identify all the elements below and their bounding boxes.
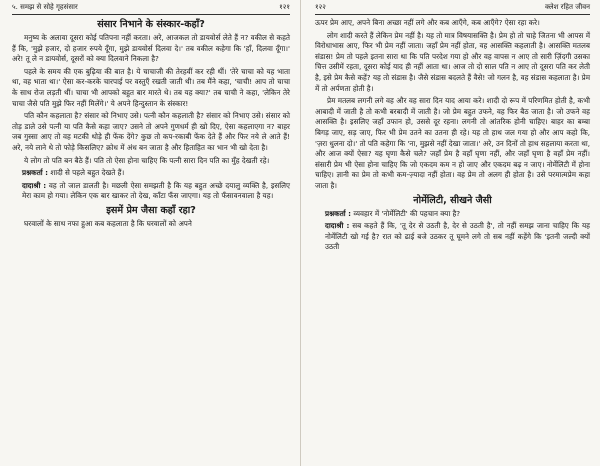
left-question (22, 168, 290, 179)
right-page (300, 0, 600, 466)
left-chapter-title: ५. समझ से सोहे गृहसंसार (12, 3, 78, 11)
right-answer (325, 221, 590, 253)
questioner-label: प्रश्नकर्ता : (325, 208, 352, 218)
left-paragraph-4: ये लोग तो पति बन बैठे हैं। पति तो ऐसा होना चाहिए कि पत्नी सारा दिन पति का मुँह देखती रहे। (24, 155, 270, 165)
dadashri-label: दादाश्री : (22, 180, 47, 190)
answer-text: सब कहते हैं कि, 'तू देर से उठती है, देर से उठती है', तो नहीं समझ जाना चाहिए कि यह नोर्मेलिटी खो गई है? रात को ढाई बजे उठकर तू घूमने लगे तो सब नहीं कहेंगे कि 'इतनी जल्दी क्यों उठती (325, 221, 590, 252)
right-paragraph-3: प्रेम मतलब लगनी लगे वह और वह सारा दिन याद आया करे। शादी दो रूप में परिणमित होती है, कभी आबादी में जाती है तो कभी बरबादी में जाती है। जो प्रेम बहुत उफने, वह फिर बैठ जाता है। जो उफने वह आसक्ति है। इसलिए जहाँ उफान हो, उससे दूर रहना। लगनी तो आंतरिक होनी चाहिए। बाहर का बम्बा बिगड़ जाए, सड़ जाए, फिर भी प्रेम उतने का उतना ही रहे। यह तो हाथ जल गया हो और आप कहो कि, 'ज़रा धुलना दो।' तो पति कहेगा कि 'ना, मुझसे नहीं देखा जाता।' अरे, उन दिनों तो हाथ सहलाया करता था, और आज क्यों ऐसा? यह घृणा कैसे चले? जहाँ प्रेम है वहाँ घृणा नहीं, और जहाँ घृणा है वहाँ प्रेम नहीं। संसारी प्रेम भी ऐसा होना चाहिए कि जो एकदम कम न हो जाए और एकदम बढ़ न जाए। नोर्मेलिटी में होना चाहिए। ज्ञानी का प्रेम तो कभी कम-ज़्यादा नहीं होता। वह प्रेम तो अलग ही होता है। उसे परमात्मप्रेम कहा जाता है। (315, 96, 590, 190)
right-running-header (315, 2, 590, 12)
answer-text: वह तो जाल डालती है। मछली ऐसा समझती है कि यह बहुत अच्छे दयालु व्यक्ति है, इसलिए मेरा काम हो गया। लेकिन एक बार खाकर तो देख, काँटा फँस जाएगा। यह तो फँसावनवाला है यह। (22, 180, 290, 201)
left-paragraph-2: पहले के समय की एक बुढ़िया की बात है। ये चाचाजी की तेरहवीं कर रही थीं। 'तेरे चाचा को यह भाता था, वह भाता था।' ऐसा कर-करके चारपाई पर वस्तुएँ रखती जाती थी। तब मैंने कहा, 'चाची! आप तो चाचा के साथ रोज लड़ती थीं। चाचा भी आपको बहुत बार मारते थे। तब यह क्या?' तब चाची ने कहा, 'लेकिन तेरे चाचा जैसे पति मुझे फिर नहीं मिलेंगे।' ये अपने हिन्दुस्तान के संस्कार! (12, 66, 290, 108)
left-answer (22, 181, 290, 202)
right-header-rule (315, 14, 590, 15)
questioner-label: प्रश्नकर्ता : (22, 168, 49, 178)
section-heading-samskar: संसार निभाने के संस्कार-कहाँ? (97, 19, 205, 30)
left-page-number: १२१ (279, 3, 290, 11)
right-question (325, 209, 590, 220)
section-heading-prem: इसमें प्रेम जैसा कहाँ रहा? (106, 204, 196, 216)
right-paragraph-2: लोग शादी करते हैं लेकिन प्रेम नहीं है। यह तो मात्र विषयासक्ति है। प्रेम हो तो चाहे जितना भी आपस में विरोधाभास आए, फिर भी प्रेम नहीं जाता। जहाँ प्रेम नहीं होता, वह आसक्ति कहलाती है। आसक्ति मतलब संडास! प्रेम तो पहले इतना सारा था कि पति परदेश गया हो और वह वापस न आए तो सारी ज़िंदगी उसका चित्त उसीमें रहता, दूसरा कोई याद ही नहीं आता था। आज तो दो साल पति न आए तो दूसरा पति कर लेती है, इसे प्रेम कैसे कहें? यह तो संडास है। जैसे संडास बदलते हैं वैसे! जो गलन है, वह संडास कहलाता है। प्रेम में तो अर्पणता होती है। (315, 30, 590, 93)
right-book-title: क्लेश रहित जीवन (545, 3, 590, 11)
left-header-rule (12, 14, 290, 15)
question-text: शादी से पहले बहुत देखते हैं। (50, 168, 125, 178)
section-heading-normality: नोर्मेलिटी, सीखने जैसी (413, 194, 492, 206)
left-running-header (12, 2, 290, 12)
right-page-number: १२२ (315, 3, 326, 11)
left-paragraph-5: घरवालों के साथ नफा हुआ कब कहलाता है कि घरवालों को अपने (24, 218, 192, 228)
dadashri-label: दादाश्री : (325, 221, 350, 231)
left-paragraph-3: पति कौन कहलाता है? संसार को निभाए उसे। पत्नी कौन कहलाती है? संसार को निभाए उसे। संसार को तोड़ डाले उसे पत्नी या पति कैसे कहा जाए? उसने तो अपने गुणधर्म ही खो दिए, ऐसा कहलाएगा न? बाहर जब गुस्सा आए तो वह मटकी थोड़े ही फेंक देंगे? कुछ तो कप-रकाबी फेंक देते हैं और फिर नये ले आते हैं! अरे, नये लाने थे तो फोड़े किसलिए? क्रोध में अंध बन जाता है और हिताहित का भान भी खो देता है। (12, 111, 290, 152)
question-text: व्यवहार में 'नोर्मेलिटी' की पहचान क्या है? (353, 208, 461, 218)
right-paragraph-1: ऊपर प्रेम आए, अपने बिना अच्छा नहीं लगे और कब आएँगे, कब आएँगे? ऐसा रहा करे। (315, 18, 540, 27)
left-paragraph-1: मनुष्य के अलावा दूसरा कोई पतिपना नहीं करता। अरे, आजकल तो डायवोर्स लेते हैं न? वकील से कहते हैं कि, 'मुझे हजार, दो हजार रुपये दूँगा, मुझे डायवोर्स दिलवा दे।' तब वकील कहेगा कि 'हाँ, दिलवा दूँगा।' अरे! तू ले न डायवोर्स, दूसरों को क्या दिलवाने निकला है? (12, 33, 290, 64)
